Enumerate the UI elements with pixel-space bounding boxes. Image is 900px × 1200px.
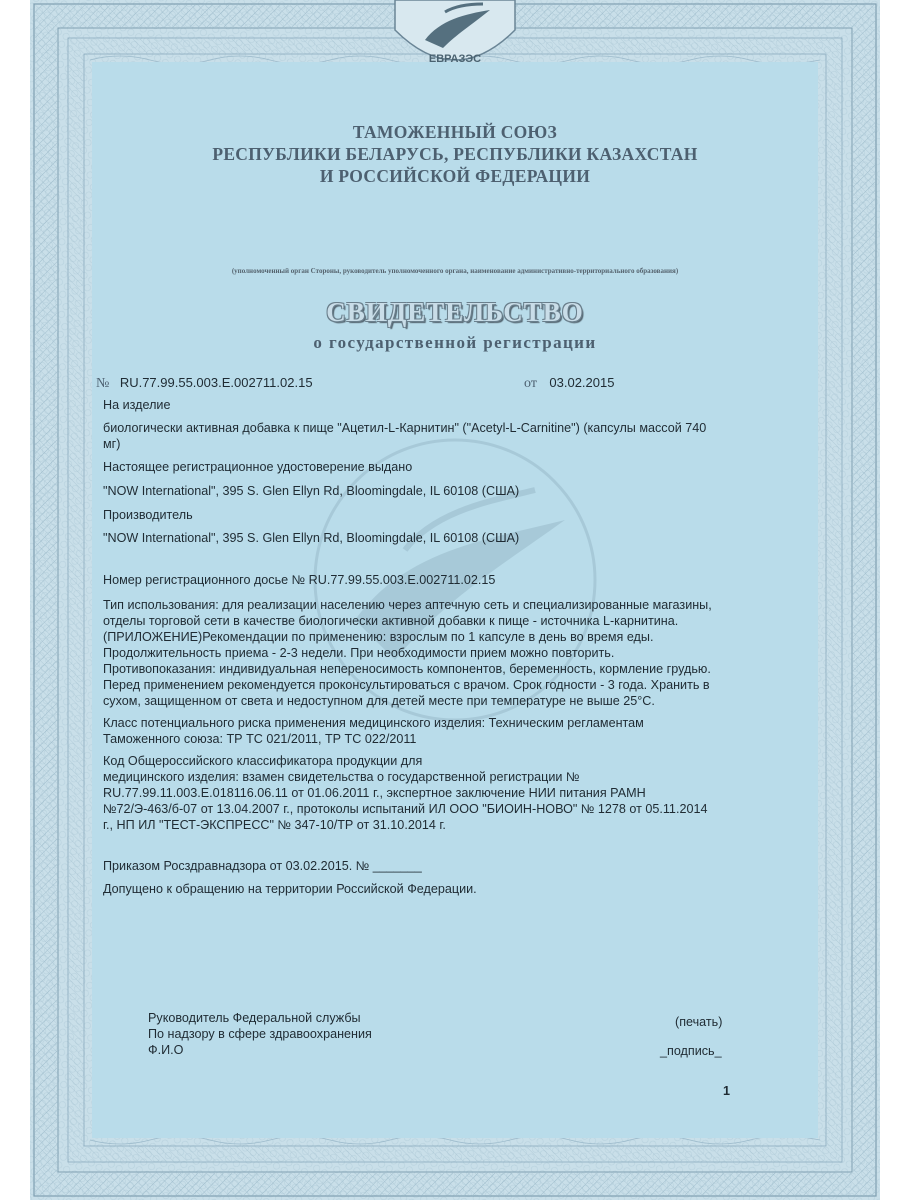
header-line-2: РЕСПУБЛИКИ БЕЛАРУСЬ, РЕСПУБЛИКИ КАЗАХСТАН bbox=[212, 144, 698, 164]
registration-date-row bbox=[524, 374, 614, 392]
product-label: На изделие bbox=[103, 398, 171, 412]
number-sign: № bbox=[96, 376, 110, 391]
signature-placeholder: _подпись_ bbox=[660, 1044, 722, 1058]
usage-line: отделы торговой сети в качестве биологически активной добавки к пище - источника L-карнитина. bbox=[103, 614, 679, 628]
header-line-3: И РОССИЙСКОЙ ФЕДЕРАЦИИ bbox=[319, 166, 591, 186]
stamp-placeholder: (печать) bbox=[675, 1015, 723, 1029]
manufacturer: "NOW International", 395 S. Glen Ellyn Rd, Bloomingdale, IL 60108 (США) bbox=[103, 531, 520, 545]
usage-line: Противопоказания: индивидуальная непереносимость компонентов, беременность, кормление грудью. bbox=[103, 662, 711, 676]
code-line: г., НП ИЛ "ТЕСТ-ЭКСПРЕСС" № 347-10/ТР от 31.10.2014 г. bbox=[103, 818, 446, 832]
header-line-1: ТАМОЖЕННЫЙ СОЮЗ bbox=[352, 122, 558, 142]
admitted-line: Допущено к обращению на территории Российской Федерации. bbox=[103, 882, 477, 896]
code-line: Код Общероссийского классификатора продукции для bbox=[103, 754, 423, 768]
signatory-title-1: Руководитель Федеральной службы bbox=[148, 1011, 361, 1025]
risk-line: Класс потенциального риска применения медицинского изделия: Техническим регламентам bbox=[103, 716, 644, 730]
product-line-2: мг) bbox=[103, 437, 121, 451]
product-line-1: биологически активная добавка к пище "Ацетил-L-Карнитин" ("Acetyl-L-Carnitine") (капсулы массой 740 bbox=[103, 421, 707, 435]
issued-label: Настоящее регистрационное удостоверение выдано bbox=[103, 460, 413, 474]
order-line: Приказом Росздравнадзора от 03.02.2015. № _______ bbox=[103, 859, 422, 873]
authority-note: (уполномоченный орган Стороны, руководитель уполномоченного органа, наименование административно-территориального образования) bbox=[231, 267, 679, 275]
issued-to: "NOW International", 395 S. Glen Ellyn Rd, Bloomingdale, IL 60108 (США) bbox=[103, 484, 520, 498]
usage-line: Продолжительность приема - 2-3 недели. При необходимости прием можно повторить. bbox=[103, 646, 615, 660]
code-line: медицинского изделия: взамен свидетельства о государственной регистрации № bbox=[103, 770, 580, 784]
signatory-title-2: По надзору в сфере здравоохранения bbox=[148, 1027, 372, 1041]
registration-number: RU.77.99.55.003.Е.002711.02.15 bbox=[119, 375, 313, 390]
emblem-label: ЕВРАЗЭС bbox=[428, 53, 482, 65]
code-line: №72/Э-463/б-07 от 13.04.2007 г., протоколы испытаний ИЛ ООО "БИОИН-НОВО" № 1278 от 05.11.2014 bbox=[103, 802, 708, 816]
usage-line: Тип использования: для реализации населению через аптечную сеть и специализированные магазины, bbox=[103, 598, 712, 612]
usage-line: сухом, защищенном от света и недоступном для детей месте при температуре не выше 25°С. bbox=[103, 694, 655, 708]
usage-line: (ПРИЛОЖЕНИЕ)Рекомендации по применению: взрослым по 1 капсуле в день во время еды. bbox=[103, 630, 654, 644]
manufacturer-label: Производитель bbox=[103, 508, 193, 522]
date-label: от bbox=[524, 376, 537, 391]
certificate-sheet bbox=[30, 0, 880, 1200]
certificate-subtitle: о государственной регистрации bbox=[313, 333, 597, 352]
eagle-emblem-icon bbox=[385, 0, 525, 74]
registration-number-row bbox=[96, 374, 313, 392]
risk-line: Таможенного союза: ТР ТС 021/2011, ТР ТС 022/2011 bbox=[103, 732, 417, 746]
usage-line: Перед применением рекомендуется проконсультироваться с врачом. Срок годности - 3 года. Хранить в bbox=[103, 678, 710, 692]
certificate-title: СВИДЕТЕЛЬСТВО bbox=[326, 297, 584, 327]
dossier-number: Номер регистрационного досье № RU.77.99.55.003.Е.002711.02.15 bbox=[103, 573, 496, 587]
signatory-name: Ф.И.О bbox=[148, 1043, 184, 1057]
page-number: 1 bbox=[723, 1084, 731, 1098]
code-line: RU.77.99.11.003.Е.018116.06.11 от 01.06.2011 г., экспертное заключение НИИ питания РАМН bbox=[103, 786, 646, 800]
registration-date: 03.02.2015 bbox=[549, 375, 615, 390]
